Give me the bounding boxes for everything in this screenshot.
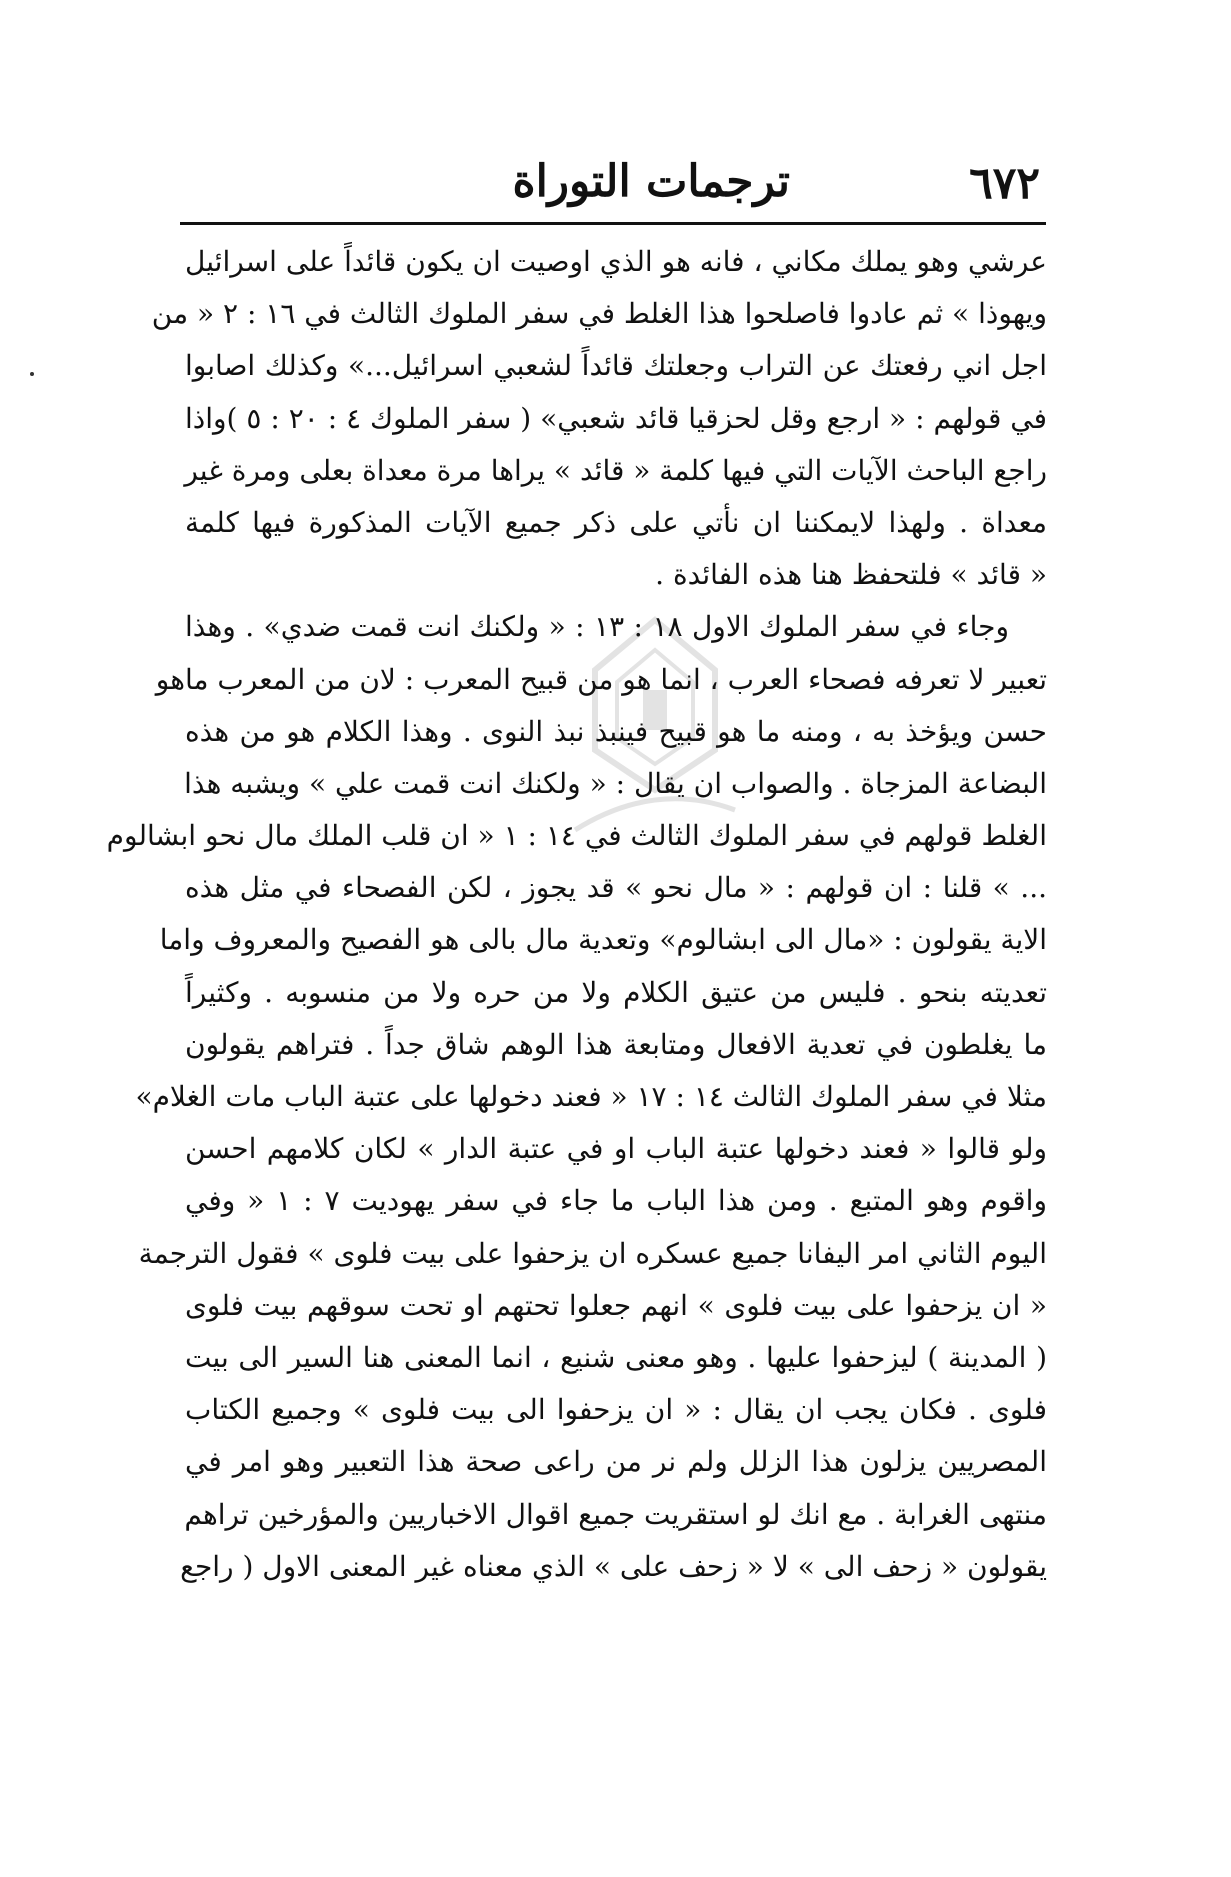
text-line: ولو قالوا « فعند دخولها عتبة الباب او في عتبة الدار » لكان كلامهم احسن (185, 1132, 1047, 1166)
text-line: عرشي وهو يملك مكاني ، فانه هو الذي اوصيت ان يكون قائداً على اسرائيل (185, 245, 1047, 278)
text-line: اجل اني رفعتك عن التراب وجعلتك قائداً لشعبي اسرائيل...» وكذلك اصابوا (185, 349, 1047, 383)
text-line: تعبير لا تعرفه فصحاء العرب ، انما هو من قبيح المعرب : لان من المعرب ماهو (155, 662, 1047, 696)
text-line: معداة . ولهذا لايمكننا ان نأتي على ذكر جميع الآيات المذكورة فيها كلمة (185, 505, 1047, 539)
text-line: منتهى الغرابة . مع انك لو استقريت جميع اقوال الاخباريين والمؤرخين تراهم (184, 1497, 1047, 1531)
body-text (106, 236, 1048, 1593)
text-line: فلوى . فكان يجب ان يقال : « ان يزحفوا الى بيت فلوى » وجميع الكتاب (185, 1393, 1047, 1427)
text-line: يقولون « زحف الى » لا « زحف على » الذي معناه غير المعنى الاول ( راجع (180, 1549, 1047, 1583)
text-line: مثلا في سفر الملوك الثالث ١٤ : ١٧ « فعند دخولها على عتبة الباب مات الغلام» (135, 1080, 1047, 1113)
text-line: ... » قلنا : ان قولهم : « مال نحو » قد يجوز ، لكن الفصحاء في مثل هذه (185, 871, 1047, 905)
page-number: ٦٧٢ (969, 158, 1040, 209)
text-line: واقوم وهو المتبع . ومن هذا الباب ما جاء في سفر يهوديت ٧ : ١ « وفي (185, 1184, 1047, 1218)
text-line: ما يغلطون في تعدية الافعال ومتابعة هذا الوهم شاق جداً . فتراهم يقولون (185, 1027, 1047, 1061)
text-line: « قائد » فلتحفظ هنا هذه الفائدة . (655, 558, 1047, 592)
text-line: المصريين يزلون هذا الزلل ولم نر من راعى صحة هذا التعبير وهو امر في (185, 1445, 1047, 1479)
text-line: في قولهم : « ارجع وقل لحزقيا قائد شعبي» ( سفر الملوك ٤ : ٢٠ : ٥ )واذا (185, 401, 1048, 435)
text-line: راجع الباحث الآيات التي فيها كلمة « قائد » يراها مرة معداة بعلى ومرة غير (184, 453, 1047, 487)
page-header (180, 150, 1040, 220)
text-line: اليوم الثاني امر اليفانا جميع عسكره ان يزحفوا على بيت فلوى » فقول الترجمة (138, 1236, 1047, 1270)
text-line: البضاعة المزجاة . والصواب ان يقال : « ولكنك انت قمت علي » ويشبه هذا (184, 766, 1047, 800)
text-line: ويهوذا » ثم عادوا فاصلحوا هذا الغلط في سفر الملوك الثالث في ١٦ : ٢ « من (151, 297, 1047, 331)
header-rule (180, 222, 1046, 225)
running-title: ترجمات التوراة (512, 156, 790, 207)
text-line: حسن ويؤخذ به ، ومنه ما هو قبيح فينبذ نبذ النوى . وهذا الكلام هو من هذه (185, 714, 1047, 748)
text-line: تعديته بنحو . فليس من عتيق الكلام ولا من حره ولا من منسوبه . وكثيراً (185, 975, 1047, 1009)
text-line: وجاء في سفر الملوك الاول ١٨ : ١٣ : « ولكنك انت قمت ضدي» . وهذا (185, 610, 1009, 644)
text-line: الغلط قولهم في سفر الملوك الثالث في ١٤ : ١ « ان قلب الملك مال نحو ابشالوم (106, 819, 1047, 853)
text-line: ( المدينة ) ليزحفوا عليها . وهو معنى شنيع ، انما المعنى هنا السير الى بيت (185, 1340, 1047, 1374)
text-line: « ان يزحفوا على بيت فلوى » انهم جعلوا تحتهم او تحت سوقهم بيت فلوى (185, 1288, 1047, 1322)
text-line: الاية يقولون : «مال الى ابشالوم» وتعدية مال بالى هو الفصيح والمعروف واما (159, 923, 1047, 957)
scan-speck (30, 372, 34, 376)
